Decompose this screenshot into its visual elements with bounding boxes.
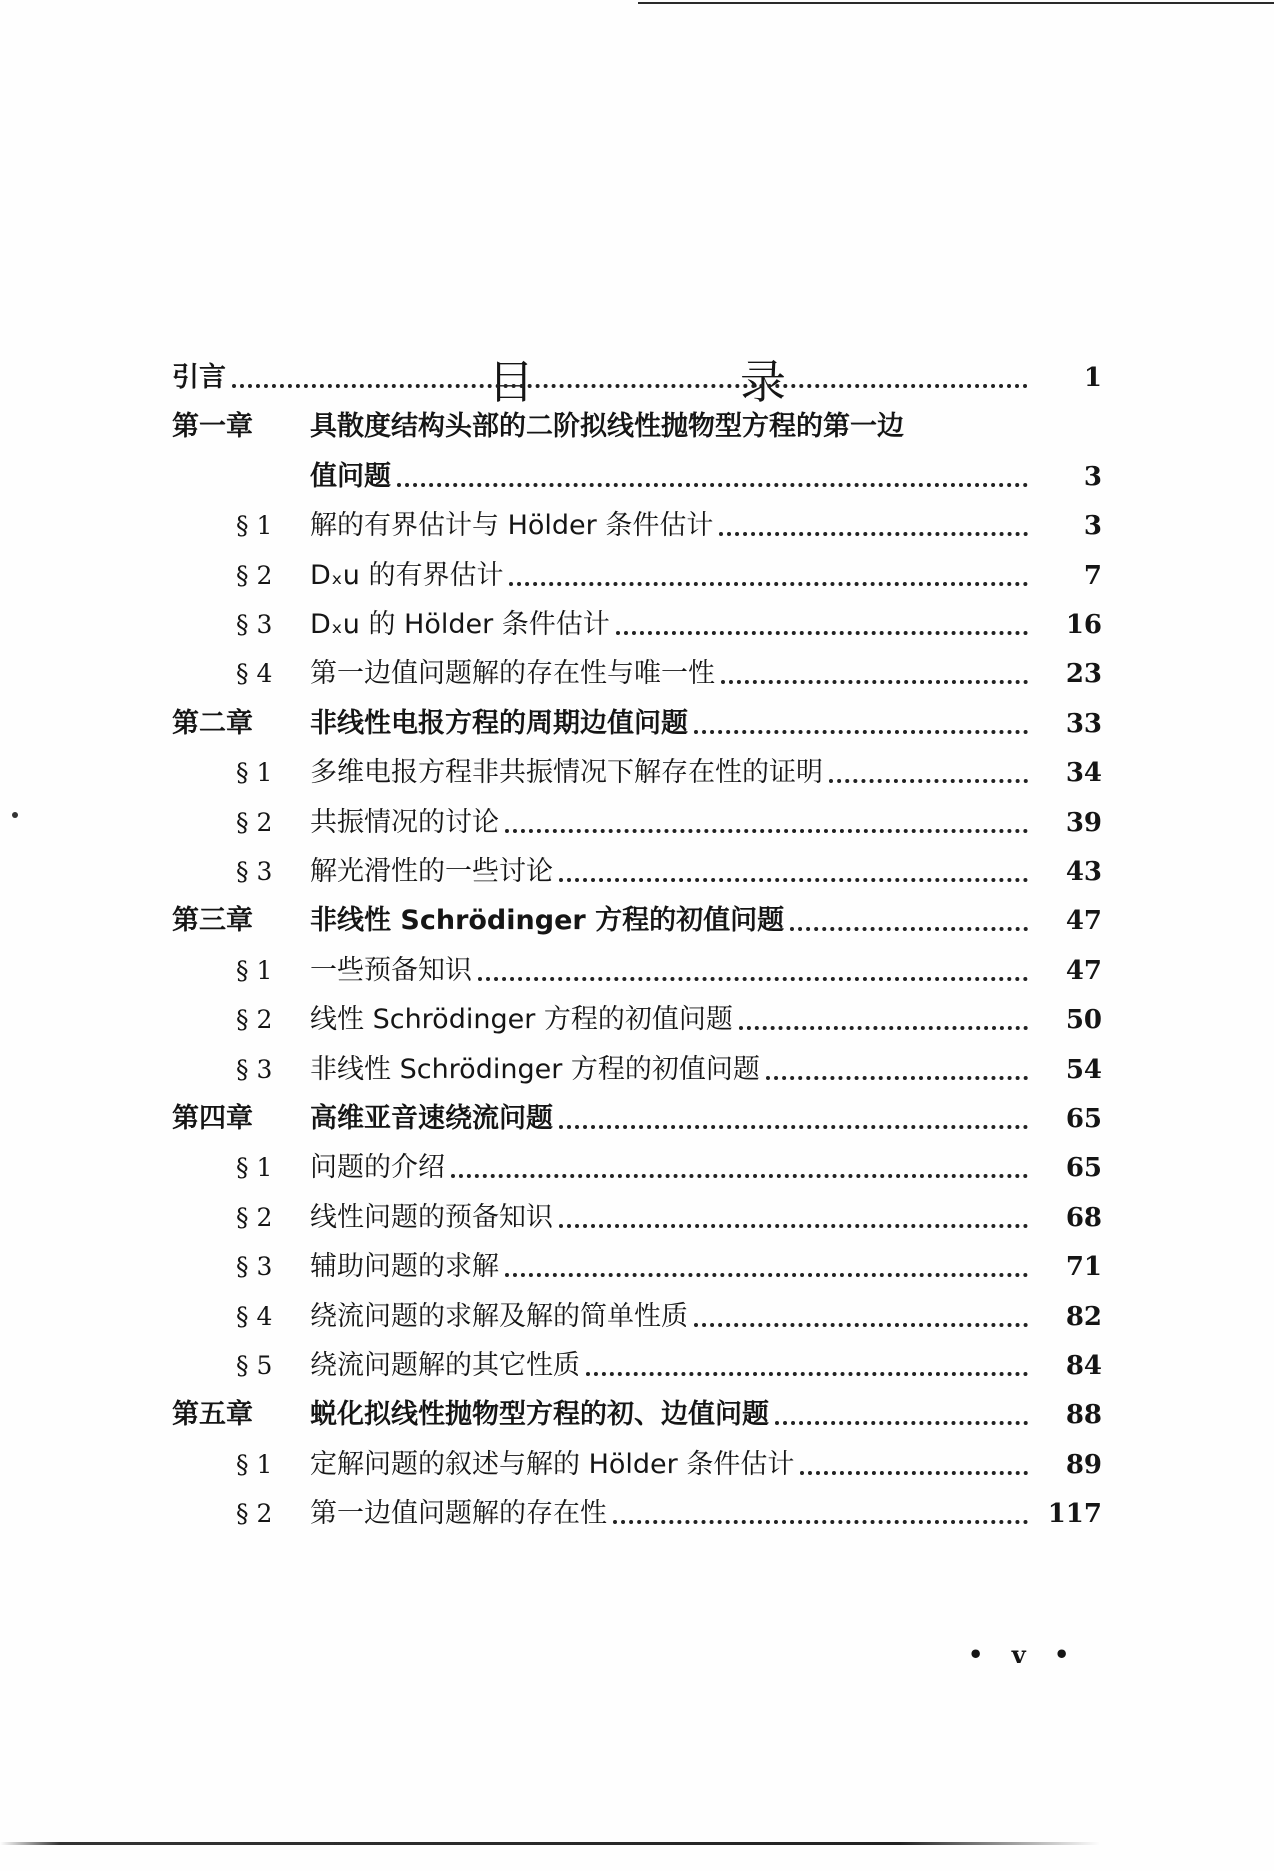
toc-entry [0,651,1274,695]
page-number: 39 [1065,807,1102,838]
page-number: 3 [1083,461,1102,492]
dot-leader [775,1421,1028,1425]
dot-leader [721,680,1028,684]
entry-title: 问题的介绍 [310,1152,445,1184]
toc-entry [0,1244,1274,1288]
toc-entry [0,849,1274,893]
section-number: § 4 [236,659,273,689]
entry-title: 第一边值问题解的存在性与唯一性 [310,658,715,690]
entry-title: 非线性 Schrödinger 方程的初值问题 [310,905,785,937]
entry-title: 绕流问题解的其它性质 [310,1350,580,1381]
page-number: 33 [1065,708,1102,739]
section-number: § 3 [236,610,273,639]
page-number: 1 [1083,363,1102,393]
section-number: § 2 [236,560,273,590]
toc-entry [0,1096,1274,1140]
page-title: 目 录 [488,354,866,409]
entry-title: 高维亚音速绕流问题 [310,1103,553,1134]
page-number: 68 [1065,1202,1102,1233]
section-number: § 3 [236,857,273,886]
dot-leader [613,1520,1028,1524]
toc-entry [0,800,1274,844]
dot-leader [559,878,1028,882]
dot-leader [719,532,1028,536]
entry-title: Dₓu 的 Hölder 条件估计 [310,609,610,640]
entry-title: 线性问题的预备知识 [310,1201,553,1233]
page-number: 50 [1065,1005,1102,1036]
page-number: 23 [1065,659,1102,690]
dot-leader [509,582,1028,586]
entry-title: 多维电报方程非共振情况下解存在性的证明 [310,757,823,789]
dot-leader [790,927,1028,931]
chapter-label: 第一章 [172,411,253,443]
toc-entry [0,454,1274,498]
entry-title: 定解问题的叙述与解的 Hölder 条件估计 [310,1448,795,1480]
dot-leader [478,977,1028,981]
page-number: 71 [1065,1252,1102,1283]
page-number: 65 [1065,1153,1102,1184]
toc-entry [0,1294,1274,1338]
dot-leader [397,483,1028,487]
section-number: § 2 [236,1005,273,1035]
section-number: § 5 [236,1351,273,1380]
toc-entry [0,602,1274,646]
toc-entry [0,1145,1274,1189]
dot-leader [616,631,1028,635]
entry-title: 解光滑性的一些讨论 [310,856,553,887]
entry-title: 蜕化拟线性抛物型方程的初、边值问题 [310,1399,769,1431]
chapter-label: 第二章 [172,707,253,739]
dot-leader [739,1026,1028,1030]
page-number: 65 [1065,1104,1102,1134]
page-number: 84 [1065,1351,1102,1381]
toc-entry [0,1392,1274,1436]
chapter-label: 第三章 [172,905,253,937]
toc-entry [0,1491,1274,1535]
section-number: § 3 [236,1252,273,1282]
toc-entry [0,1442,1274,1486]
toc-entry [0,355,1274,399]
dot-leader [559,1125,1028,1129]
entry-title: Dₓu 的有界估计 [310,559,504,591]
entry-title: 值问题 [310,460,391,492]
page-number: 82 [1065,1301,1102,1332]
section-number: § 2 [236,1499,273,1529]
dot-leader [451,1174,1028,1178]
section-number: § 1 [236,955,273,985]
entry-title: 绕流问题的求解及解的简单性质 [310,1300,688,1332]
toc-entry [0,898,1274,942]
entry-title: 共振情况的讨论 [310,806,499,838]
dot-leader [559,1224,1028,1228]
page-folio: • v • [968,1640,1080,1669]
dot-leader [586,1372,1028,1376]
entry-title: 引言 [172,362,226,393]
entry-title: 第一边值问题解的存在性 [310,1498,607,1530]
page-number: 47 [1065,906,1102,937]
page-number: 47 [1065,955,1102,986]
section-number: § 1 [236,1449,273,1479]
section-number: § 1 [236,1153,273,1183]
scan-edge-bottom [0,1842,1100,1845]
dot-leader [505,829,1028,833]
section-number: § 3 [236,1054,273,1084]
toc-entry [0,750,1274,794]
entry-title: 辅助问题的求解 [310,1251,499,1283]
toc-entry [0,1343,1274,1387]
dot-leader [829,779,1028,783]
chapter-label: 第四章 [172,1103,253,1134]
section-number: § 4 [236,1301,273,1331]
dot-leader [694,730,1028,734]
toc-entry [0,553,1274,597]
dot-leader [232,384,1028,388]
toc-entry [0,404,1274,448]
entry-title: 非线性电报方程的周期边值问题 [310,707,688,739]
dot-leader [766,1076,1028,1080]
section-number: § 2 [236,1202,273,1232]
page-number: 54 [1065,1054,1102,1085]
toc-entry [0,503,1274,547]
toc-entry [0,701,1274,745]
page-number: 16 [1065,610,1102,640]
entry-title: 解的有界估计与 Hölder 条件估计 [310,510,714,542]
chapter-label: 第五章 [172,1399,253,1431]
entry-title: 具散度结构头部的二阶拟线性抛物型方程的第一边 [310,411,904,443]
entry-title: 非线性 Schrödinger 方程的初值问题 [310,1053,760,1085]
section-number: § 1 [236,511,273,541]
dot-leader [694,1323,1028,1327]
toc-entry [0,997,1274,1041]
toc-entry [0,1195,1274,1239]
entry-title: 线性 Schrödinger 方程的初值问题 [310,1004,733,1036]
dot-leader [800,1471,1028,1475]
dot-leader [505,1273,1028,1277]
page-number: 7 [1083,560,1102,591]
scan-edge-top [638,2,1274,4]
section-number: § 2 [236,807,273,837]
page-number: 88 [1065,1400,1102,1431]
page-number: 117 [1047,1499,1102,1530]
section-number: § 1 [236,758,273,788]
page-number: 34 [1065,758,1102,789]
page-number: 3 [1083,511,1102,542]
page-number: 43 [1065,857,1102,887]
entry-title: 一些预备知识 [310,954,472,986]
page-number: 89 [1065,1449,1102,1480]
toc-entry [0,948,1274,992]
toc-entry [0,1047,1274,1091]
